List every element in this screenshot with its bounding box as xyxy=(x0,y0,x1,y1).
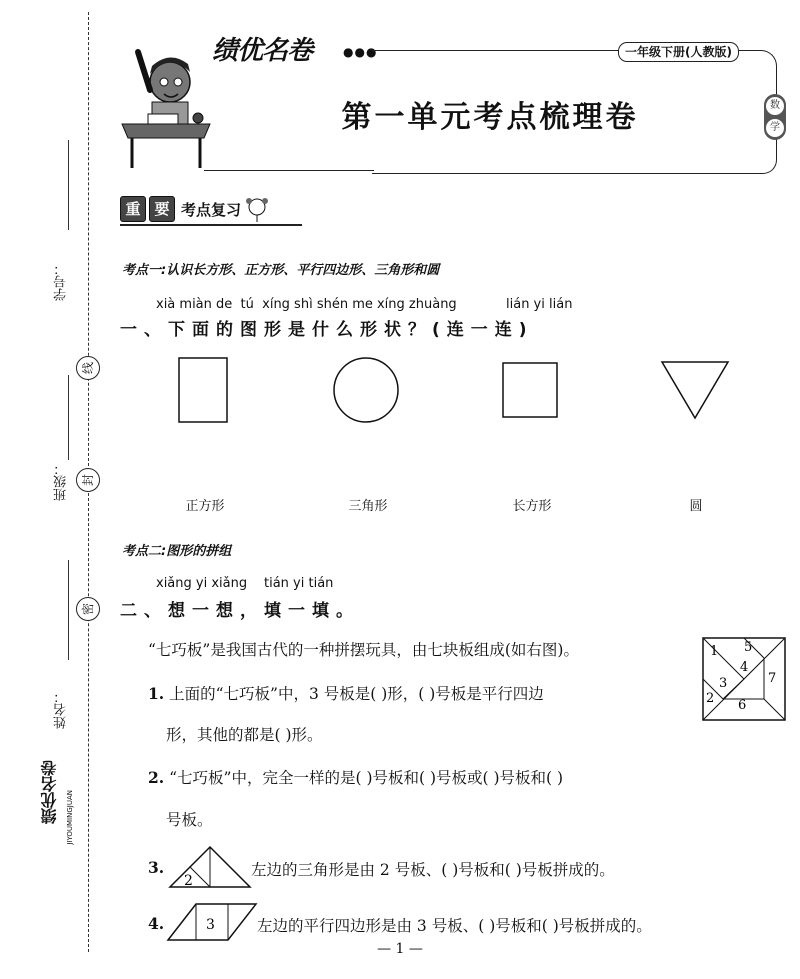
tangram-num-1: 1 xyxy=(710,644,719,659)
tangram-num-3: 3 xyxy=(719,676,728,691)
item3-number: 3. xyxy=(148,858,165,877)
seal-secret: 密 xyxy=(76,597,100,621)
seal-line: 线 xyxy=(76,356,100,380)
tangram-figure xyxy=(702,637,786,721)
student-id-label: 学号： xyxy=(54,262,69,301)
item2-number: 2. xyxy=(148,768,165,787)
tangram-num-7: 7 xyxy=(768,671,777,686)
square-icon[interactable] xyxy=(503,363,557,417)
q2-item1-line2[interactable]: 形，其他的都是( )形。 xyxy=(166,726,323,744)
page-title: 第一单元考点梳理卷 xyxy=(341,100,639,135)
side-brand-pinyin: JIYOUMINGJUAN xyxy=(66,790,74,845)
tangram-num-2: 2 xyxy=(706,691,715,706)
section-banner xyxy=(120,195,270,223)
class-blank xyxy=(68,375,69,460)
label-triangle[interactable]: 三角形 xyxy=(348,499,388,514)
banner-box-2: 要 xyxy=(149,196,175,222)
item2-text-1[interactable]: “七巧板”中，完全一样的是( )号板和( )号板或( )号板和( ) xyxy=(169,769,564,787)
q2-pinyin-b: tián yi tián xyxy=(264,576,334,591)
label-rectangle[interactable]: 长方形 xyxy=(512,499,552,514)
q1-pinyin-a: xià miàn de tú xíng shì shén me xíng zhuàng xyxy=(156,297,457,312)
item4-figure-number: 3 xyxy=(206,917,215,933)
item3-triangle-figure xyxy=(168,845,252,889)
item3-figure-number: 2 xyxy=(184,873,193,889)
grade-tag: 一年级下册(人教版) xyxy=(618,42,739,62)
name-label: 姓名： xyxy=(54,690,69,729)
side-brand-logo: 绩优名卷 xyxy=(40,760,59,824)
item4-parallelogram-figure xyxy=(166,902,258,942)
tangram-num-4: 4 xyxy=(740,660,749,675)
class-label: 班级： xyxy=(54,462,69,501)
q2-item1-line1 xyxy=(148,682,544,704)
name-blank xyxy=(68,560,69,660)
q2-pinyin-a: xiǎng yi xiǎng xyxy=(156,576,248,591)
q1-shapes xyxy=(170,350,740,430)
rectangle-icon[interactable] xyxy=(179,358,227,422)
q2-intro: “七巧板”是我国古代的一种拼摆玩具，由七块板组成(如右图)。 xyxy=(148,641,579,659)
label-square[interactable]: 正方形 xyxy=(185,499,225,514)
item4-number: 4. xyxy=(148,914,165,933)
subject-char-1: 数 xyxy=(766,97,784,115)
circle-icon[interactable] xyxy=(334,358,398,422)
student-illustration xyxy=(120,42,212,170)
seal-seal: 封 xyxy=(76,468,100,492)
q1-pinyin-b: lián yi lián xyxy=(506,297,573,312)
q2-heading: 二、想一想，填一填。 xyxy=(120,601,360,621)
item1-number: 1. xyxy=(148,684,165,703)
q2-item3-text[interactable]: 左边的三角形是由 2 号板、( )号板和( )号板拼成的。 xyxy=(251,861,615,879)
banner-box-1: 重 xyxy=(120,196,146,222)
q1-heading: 一、下面的图形是什么形状？(连一连) xyxy=(120,320,534,340)
banner-underline xyxy=(120,224,302,226)
girl-icon xyxy=(244,195,270,223)
topic-2-heading: 考点二:图形的拼组 xyxy=(122,544,232,559)
brand-dots: ●●● xyxy=(343,45,378,59)
item1-text-1[interactable]: 上面的“七巧板”中，3 号板是( )形，( )号板是平行四边 xyxy=(169,685,544,703)
header-frame-bottom xyxy=(204,170,374,171)
q2-item4-text[interactable]: 左边的平行四边形是由 3 号板、( )号板和( )号板拼成的。 xyxy=(257,917,652,935)
q2-item2-line2[interactable]: 号板。 xyxy=(166,811,213,829)
banner-label: 考点复习 xyxy=(181,200,242,219)
subject-char-2: 学 xyxy=(766,119,784,137)
q2-item2-line1 xyxy=(148,766,563,788)
tangram-num-6: 6 xyxy=(738,698,747,713)
subject-badge xyxy=(764,94,786,140)
brand-logo: 绩优名卷 xyxy=(212,36,313,66)
student-id-blank xyxy=(68,140,69,230)
triangle-icon[interactable] xyxy=(662,362,728,418)
page-number: — 1 — xyxy=(377,941,423,957)
topic-1-heading: 考点一:认识长方形、正方形、平行四边形、三角形和圆 xyxy=(122,263,440,278)
label-circle[interactable]: 圆 xyxy=(689,499,703,514)
tangram-num-5: 5 xyxy=(744,640,753,655)
